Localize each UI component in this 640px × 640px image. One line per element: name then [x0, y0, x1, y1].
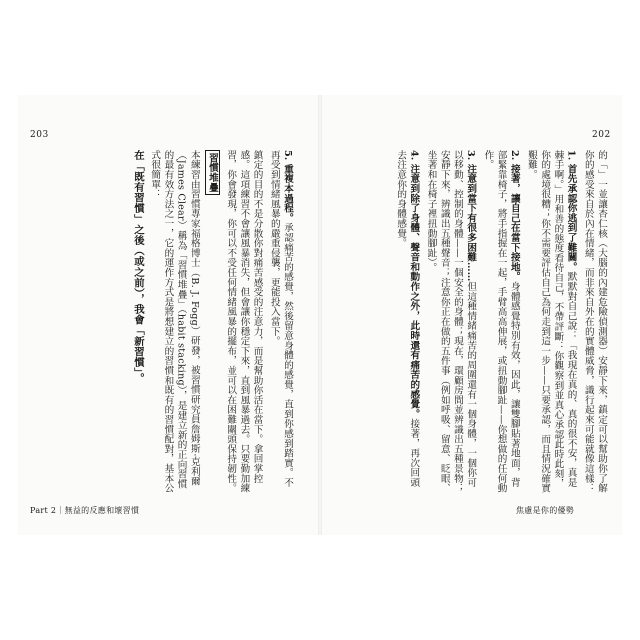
step-5	[268, 150, 294, 496]
habit-formula: 在「既有習慣」之後（或之前），我會「新習慣」。	[131, 150, 144, 384]
step-3-body: 但這種情緒痛苦的周圍還有一個身體，一個你可以移動、控制的身體——一個安全的身體；現在，環顧房間並辨識出五種景物；安靜下來，辨識出五種聲音；注意你正在做的五件事（例如呼吸、留意、眨眼、坐著和在椅子裡扭動腳趾）。	[425, 150, 477, 493]
left-page-footer: Part 2｜無益的反應和壞習慣	[30, 506, 140, 515]
section-heading-habit-stacking: 習慣堆疊	[205, 150, 220, 195]
step-1	[525, 150, 578, 496]
step-5-body: 承認痛苦的感覺，然後留意身體的感覺，直到你感到踏實。不再受到情緒風暴的嚴重侵襲，更能投入當下。	[268, 150, 293, 488]
step-4-body: 接著，再次回頭去注意你的身體感覺。	[395, 150, 420, 488]
step-5-heading: 5. 重複本過程。	[282, 150, 293, 223]
right-page-number: 202	[592, 130, 611, 140]
step-4	[394, 150, 420, 496]
right-page-text	[336, 150, 608, 496]
habit-stacking-paragraph: 本練習由習慣專家福格博士（B. J. Fogg）研發，被習慣研究員詹姆斯·克利爾（James Clear）稱為「習慣堆疊」（habit stacking），是建立新的正向習慣的最有效方法之一，它的運作方式是將想建立的習慣和既有的習慣配對，基本公式很簡單：	[149, 150, 200, 493]
left-page-number: 203	[30, 130, 49, 140]
continuation-paragraph: 鎮定的目的不是分散你對痛苦感受的注意力，而是幫助你活在當下。拿回掌控感。這項練習不會讓風暴消失，但會讓你穩定下來，直到風暴過去。只要勤加練習，你會發現，你可以不受任何情緒風暴的擺布，並可以在困難關頭保持韌性。	[225, 150, 263, 493]
step-2-heading: 2. 接著，讓自己在當下接地。	[508, 150, 520, 282]
step-2-body: 身體感覺特別有效，因此，讓雙腳貼著地面，背部緊靠椅子，將手指握在一起，手臂高高伸展，或扭動腳趾——你想做的任何動作。	[482, 150, 520, 493]
step-1-heading: 1. 首先承認你逃到了難關。	[565, 150, 577, 272]
section-heading-wrap	[205, 150, 220, 496]
step-2	[481, 150, 521, 496]
left-page-text	[36, 150, 294, 496]
step-3-heading: 3. 注意到當下有很多困難……	[465, 150, 477, 282]
step-1-body: 默默對自己說：「我現在真的、真的很不安，真是棘手啊。」用和善的態度看待自己，不帶評斷：你觀察到並真心承認此時此刻，你的處境很糟；你不需要評估自己為何走到這一步——只要承認，而且情況確實艱難。	[525, 150, 577, 493]
intro-paragraph: 的「」一並讓杏仁核（大腦的內建危險偵測器）安靜下來，鎮定可以幫助你了解你的感受來自於內在情緒，而非來自外在的實體威脅，識行起來可能就像這樣：	[582, 150, 607, 493]
step-4-heading: 4. 注意到除了身體、聲音和動作之外，此時還有痛苦的感覺。	[408, 150, 420, 419]
right-page-footer: 焦慮是你的優勢	[516, 506, 575, 515]
step-3	[424, 150, 477, 496]
